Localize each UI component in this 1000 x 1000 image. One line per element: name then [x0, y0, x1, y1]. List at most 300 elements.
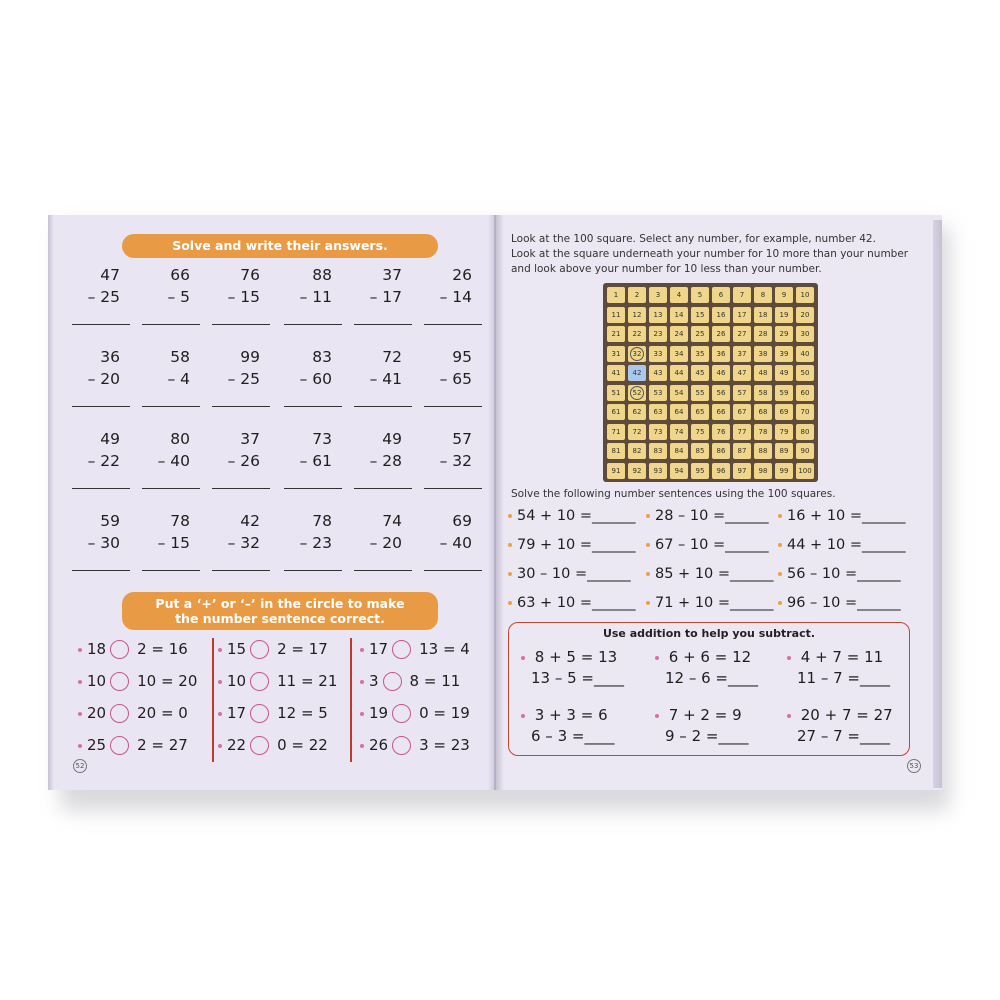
hundred-square-cell: 38 [754, 346, 772, 362]
intro-line: Look at the square underneath your number for 10 more than your number [511, 248, 909, 260]
hundred-square-cell: 68 [754, 404, 772, 420]
hundred-square-cell: 47 [733, 365, 751, 381]
hundred-square-cell: 81 [607, 443, 625, 459]
subtrahend: – 61 [299, 452, 332, 470]
minuend: 49 [382, 430, 402, 448]
bullet-icon [646, 543, 650, 547]
subtraction-problem [354, 512, 412, 571]
operator-circle[interactable] [250, 672, 269, 691]
bullet-icon [78, 680, 82, 684]
subtrahend: – 14 [439, 288, 472, 306]
hundred-square-cell: 71 [607, 424, 625, 440]
sentence-rest: 2 = 27 [137, 736, 188, 754]
hundred-square-cell: 63 [649, 404, 667, 420]
subtraction-problem [142, 348, 200, 407]
hundred-square-cell: 97 [733, 463, 751, 479]
hundred-square-cell: 13 [649, 307, 667, 323]
subtraction-problem [72, 348, 130, 407]
hundred-square-cell: 87 [733, 443, 751, 459]
hundred-square-cell: 70 [796, 404, 814, 420]
minuend: 95 [452, 348, 472, 366]
addition-pair [521, 705, 614, 747]
subtrahend: – 4 [167, 370, 190, 388]
sentence-rest: 3 = 23 [419, 736, 470, 754]
subtraction-problem [424, 266, 482, 325]
hundred-square-cell: 96 [712, 463, 730, 479]
subtrahend: – 26 [227, 452, 260, 470]
hundred-square-cell: 9 [775, 287, 793, 303]
hundred-square-cell: 2 [628, 287, 646, 303]
hundred-square-cell: 34 [670, 346, 688, 362]
answer-line[interactable] [354, 324, 412, 325]
subtrahend: – 17 [369, 288, 402, 306]
hundred-square-cell: 60 [796, 385, 814, 401]
sentence-rest: 12 = 5 [277, 704, 328, 722]
hundred-square-cell: 28 [754, 326, 772, 342]
bullet-icon [78, 744, 82, 748]
sentence-text: 63 + 10 =______ [517, 595, 636, 611]
sentence-text: 79 + 10 =______ [517, 537, 636, 553]
operator-circle[interactable] [110, 736, 129, 755]
subtraction-problem [354, 266, 412, 325]
first-number: 10 [227, 672, 247, 690]
number-sentence[interactable] [646, 566, 774, 582]
hundred-square-cell: 36 [712, 346, 730, 362]
minuend: 58 [170, 348, 190, 366]
hundred-square-cell: 50 [796, 365, 814, 381]
hundred-square-cell: 85 [691, 443, 709, 459]
number-sentence[interactable] [508, 566, 631, 582]
answer-line[interactable] [142, 488, 200, 489]
answer-line[interactable] [424, 406, 482, 407]
number-sentence[interactable] [646, 537, 769, 553]
answer-line[interactable] [212, 406, 270, 407]
answer-line[interactable] [284, 324, 342, 325]
intro-line: and look above your number for 10 less than your number. [511, 263, 822, 275]
sentence-text: 71 + 10 =______ [655, 595, 774, 611]
minuend: 99 [240, 348, 260, 366]
first-number: 26 [369, 736, 389, 754]
hundred-square-cell: 10 [796, 287, 814, 303]
sentence-rest: 11 = 21 [277, 672, 338, 690]
operator-circle[interactable] [110, 640, 129, 659]
subtrahend: – 23 [299, 534, 332, 552]
subtrahend: – 32 [439, 452, 472, 470]
number-sentence[interactable] [646, 508, 769, 524]
minuend: 36 [100, 348, 120, 366]
minuend: 26 [452, 266, 472, 284]
subtraction-problem [142, 266, 200, 325]
subtraction-problem [354, 430, 412, 489]
minuend: 37 [382, 266, 402, 284]
bullet-icon [778, 543, 782, 547]
hundred-square-cell: 17 [733, 307, 751, 323]
hundred-square-cell: 37 [733, 346, 751, 362]
hundred-square-cell: 24 [670, 326, 688, 342]
answer-line[interactable] [212, 570, 270, 571]
answer-line[interactable] [424, 324, 482, 325]
number-sentence[interactable] [778, 537, 906, 553]
bullet-icon [646, 572, 650, 576]
number-sentence[interactable] [508, 537, 636, 553]
hundred-square-cell: 62 [628, 404, 646, 420]
bullet-icon [78, 648, 82, 652]
circle-banner [122, 592, 438, 630]
minuend: 59 [100, 512, 120, 530]
answer-line[interactable] [142, 570, 200, 571]
hundred-square-cell: 99 [775, 463, 793, 479]
minuend: 88 [312, 266, 332, 284]
number-sentence[interactable] [778, 508, 906, 524]
book-gutter [488, 215, 504, 790]
minuend: 47 [100, 266, 120, 284]
answer-line[interactable] [354, 570, 412, 571]
minuend: 83 [312, 348, 332, 366]
hundred-square-cell: 65 [691, 404, 709, 420]
answer-line[interactable] [354, 406, 412, 407]
hundred-square-cell: 18 [754, 307, 772, 323]
answer-line[interactable] [142, 324, 200, 325]
minuend: 49 [100, 430, 120, 448]
hundred-square-cell: 8 [754, 287, 772, 303]
minuend: 73 [312, 430, 332, 448]
addition-pair [787, 647, 890, 689]
hundred-square-cell: 6 [712, 287, 730, 303]
subtraction-problem [142, 430, 200, 489]
hundred-square-cell: 61 [607, 404, 625, 420]
hundred-square-cell: 11 [607, 307, 625, 323]
hundred-square-cell: 92 [628, 463, 646, 479]
circle-sentence [78, 704, 188, 723]
addition-pair [655, 705, 748, 747]
subtrahend: – 15 [227, 288, 260, 306]
operator-circle[interactable] [392, 736, 411, 755]
bullet-icon [646, 514, 650, 518]
bullet-icon [360, 680, 364, 684]
hundred-square-cell: 91 [607, 463, 625, 479]
addition-fact-text: 20 + 7 = 27 [796, 706, 893, 724]
hundred-square-cell: 76 [712, 424, 730, 440]
subtrahend: – 40 [157, 452, 190, 470]
hundred-square-cell: 79 [775, 424, 793, 440]
answer-line[interactable] [284, 570, 342, 571]
minuend: 78 [170, 512, 190, 530]
hundred-square-cell: 43 [649, 365, 667, 381]
addition-pair [787, 705, 893, 747]
bullet-icon [508, 572, 512, 576]
hundred-square-cell: 98 [754, 463, 772, 479]
number-sentence[interactable] [646, 595, 774, 611]
circle-sentence [218, 736, 328, 755]
answer-line[interactable] [212, 488, 270, 489]
addition-fact-text: 7 + 2 = 9 [664, 706, 742, 724]
bullet-icon [78, 712, 82, 716]
hundred-square-cell: 78 [754, 424, 772, 440]
bullet-icon [521, 656, 525, 660]
subtraction-fact[interactable]: 9 – 2 =____ [665, 727, 749, 745]
addition-fact [521, 705, 614, 726]
number-sentence[interactable] [508, 595, 636, 611]
minuend: 78 [312, 512, 332, 530]
hundred-square-cell: 53 [649, 385, 667, 401]
bullet-icon [521, 714, 525, 718]
bullet-icon [218, 744, 222, 748]
subtraction-problem [72, 266, 130, 325]
bullet-icon [360, 712, 364, 716]
operator-circle[interactable] [392, 640, 411, 659]
bullet-icon [360, 648, 364, 652]
hundred-square-cell: 75 [691, 424, 709, 440]
addition-fact [787, 647, 890, 668]
subtrahend: – 65 [439, 370, 472, 388]
first-number: 25 [87, 736, 107, 754]
subtraction-fact[interactable]: 11 – 7 =____ [797, 669, 891, 687]
subtraction-problem [72, 430, 130, 489]
solve-banner: Solve and write their answers. [122, 234, 438, 258]
operator-circle[interactable] [110, 672, 129, 691]
bullet-icon [218, 712, 222, 716]
number-sentence[interactable] [778, 566, 901, 582]
minuend: 74 [382, 512, 402, 530]
answer-line[interactable] [424, 570, 482, 571]
solve-instruction: Solve the following number sentences using the 100 squares. [511, 488, 836, 500]
bullet-icon [787, 656, 791, 660]
column-divider [350, 638, 352, 762]
number-sentence[interactable] [508, 508, 636, 524]
subtrahend: – 30 [87, 534, 120, 552]
sentence-text: 85 + 10 =______ [655, 566, 774, 582]
hundred-square-cell: 66 [712, 404, 730, 420]
minuend: 42 [240, 512, 260, 530]
subtraction-fact[interactable]: 12 – 6 =____ [665, 669, 759, 687]
hundred-square-cell: 14 [670, 307, 688, 323]
answer-line[interactable] [72, 488, 130, 489]
operator-circle[interactable] [110, 704, 129, 723]
circle-sentence [78, 672, 197, 691]
hundred-square-cell: 31 [607, 346, 625, 362]
hundred-square-cell: 21 [607, 326, 625, 342]
subtraction-problem [284, 430, 342, 489]
first-number: 18 [87, 640, 107, 658]
operator-circle[interactable] [392, 704, 411, 723]
hundred-square-cell: 88 [754, 443, 772, 459]
hundred-square-cell: 84 [670, 443, 688, 459]
circle-sentence [360, 704, 470, 723]
sentence-text: 44 + 10 =______ [787, 537, 906, 553]
subtrahend: – 11 [299, 288, 332, 306]
hundred-square-cell: 20 [796, 307, 814, 323]
circle-sentence [360, 640, 470, 659]
subtrahend: – 20 [369, 534, 402, 552]
bullet-icon [218, 680, 222, 684]
first-number: 10 [87, 672, 107, 690]
hundred-square-cell: 93 [649, 463, 667, 479]
hundred-square-cell: 35 [691, 346, 709, 362]
operator-circle[interactable] [383, 672, 402, 691]
hundred-square-cell: 56 [712, 385, 730, 401]
bullet-icon [778, 514, 782, 518]
addition-fact-text: 4 + 7 = 11 [796, 648, 884, 666]
subtraction-problem [284, 512, 342, 571]
circle-sentence [360, 672, 460, 691]
subtrahend: – 32 [227, 534, 260, 552]
hundred-square-cell: 83 [649, 443, 667, 459]
page-number-right: 53 [907, 759, 921, 773]
subtrahend: – 25 [87, 288, 120, 306]
first-number: 15 [227, 640, 247, 658]
subtraction-problem [72, 512, 130, 571]
hundred-square-cell: 74 [670, 424, 688, 440]
addition-fact-text: 8 + 5 = 13 [530, 648, 618, 666]
subtrahend: – 22 [87, 452, 120, 470]
first-number: 17 [227, 704, 247, 722]
hundred-square-cell: 45 [691, 365, 709, 381]
hundred-square-cell: 80 [796, 424, 814, 440]
subtraction-problem [212, 430, 270, 489]
addition-title: Use addition to help you subtract. [602, 627, 816, 640]
circle-sentence [218, 672, 337, 691]
hundred-square-cell: 77 [733, 424, 751, 440]
hundred-square-cell: 26 [712, 326, 730, 342]
number-sentence[interactable] [778, 595, 901, 611]
subtraction-problem [142, 512, 200, 571]
subtrahend: – 40 [439, 534, 472, 552]
hundred-square-cell: 58 [754, 385, 772, 401]
first-number: 20 [87, 704, 107, 722]
bullet-icon [508, 543, 512, 547]
bullet-icon [360, 744, 364, 748]
first-number: 17 [369, 640, 389, 658]
sentence-rest: 20 = 0 [137, 704, 188, 722]
subtraction-problem [212, 348, 270, 407]
subtrahend: – 20 [87, 370, 120, 388]
subtraction-problem [284, 348, 342, 407]
answer-line[interactable] [72, 406, 130, 407]
hundred-square-cell: 52 [628, 385, 646, 401]
bullet-icon [218, 648, 222, 652]
subtrahend: – 28 [369, 452, 402, 470]
hundred-square-cell: 86 [712, 443, 730, 459]
subtraction-fact[interactable]: 13 – 5 =____ [531, 669, 625, 687]
answer-line[interactable] [142, 406, 200, 407]
answer-line[interactable] [354, 488, 412, 489]
hundred-square-cell: 100 [796, 463, 814, 479]
addition-pair [655, 647, 758, 689]
first-number: 19 [369, 704, 389, 722]
hundred-square-cell: 3 [649, 287, 667, 303]
answer-line[interactable] [72, 324, 130, 325]
subtraction-fact[interactable]: 27 – 7 =____ [797, 727, 891, 745]
subtraction-problem [354, 348, 412, 407]
circle-sentence [218, 640, 328, 659]
hundred-square-cell: 27 [733, 326, 751, 342]
hundred-square-cell: 32 [628, 346, 646, 362]
bullet-icon [787, 714, 791, 718]
hundred-square-cell: 7 [733, 287, 751, 303]
hundred-square-cell: 44 [670, 365, 688, 381]
hundred-square-cell: 46 [712, 365, 730, 381]
answer-line[interactable] [284, 406, 342, 407]
hundred-square-cell: 15 [691, 307, 709, 323]
hundred-square-cell: 59 [775, 385, 793, 401]
hundred-square-cell: 90 [796, 443, 814, 459]
hundred-square-cell: 82 [628, 443, 646, 459]
sentence-text: 56 – 10 =______ [787, 566, 901, 582]
addition-fact [655, 647, 758, 668]
bullet-icon [655, 656, 659, 660]
sentence-text: 96 – 10 =______ [787, 595, 901, 611]
hundred-square-cell: 12 [628, 307, 646, 323]
hundred-square-cell: 16 [712, 307, 730, 323]
addition-fact-text: 3 + 3 = 6 [530, 706, 608, 724]
hundred-square-cell: 49 [775, 365, 793, 381]
minuend: 72 [382, 348, 402, 366]
hundred-square-cell: 94 [670, 463, 688, 479]
sentence-text: 30 – 10 =______ [517, 566, 631, 582]
subtraction-problem [424, 430, 482, 489]
sentence-text: 16 + 10 =______ [787, 508, 906, 524]
addition-fact [521, 647, 624, 668]
hundred-square-cell: 29 [775, 326, 793, 342]
hundred-square-cell: 57 [733, 385, 751, 401]
sentence-rest: 10 = 20 [137, 672, 198, 690]
hundred-square-cell: 54 [670, 385, 688, 401]
first-number: 3 [369, 672, 379, 690]
bullet-icon [508, 601, 512, 605]
hundred-square-cell: 95 [691, 463, 709, 479]
hundred-square-cell: 42 [628, 365, 646, 381]
sentence-rest: 0 = 19 [419, 704, 470, 722]
subtraction-problem [424, 348, 482, 407]
operator-circle[interactable] [250, 640, 269, 659]
hundred-square-cell: 69 [775, 404, 793, 420]
hundred-square-cell: 89 [775, 443, 793, 459]
operator-circle[interactable] [250, 736, 269, 755]
hundred-square-cell: 22 [628, 326, 646, 342]
sentence-rest: 2 = 17 [277, 640, 328, 658]
subtraction-problem [212, 266, 270, 325]
hundred-square-cell: 72 [628, 424, 646, 440]
hundred-square-cell: 51 [607, 385, 625, 401]
subtrahend: – 15 [157, 534, 190, 552]
operator-circle[interactable] [250, 704, 269, 723]
answer-line[interactable] [72, 570, 130, 571]
hundred-square-cell: 67 [733, 404, 751, 420]
hundred-square-cell: 23 [649, 326, 667, 342]
circle-banner-line1: Put a ‘+’ or ‘–’ in the circle to make [155, 596, 405, 611]
circle-sentence [78, 736, 188, 755]
intro-text [511, 232, 931, 277]
hundred-square-cell: 25 [691, 326, 709, 342]
subtrahend: – 41 [369, 370, 402, 388]
bullet-icon [655, 714, 659, 718]
subtraction-fact[interactable]: 6 – 3 =____ [531, 727, 615, 745]
hundred-square-cell: 41 [607, 365, 625, 381]
addition-fact-text: 6 + 6 = 12 [664, 648, 752, 666]
bullet-icon [778, 572, 782, 576]
sentence-rest: 8 = 11 [409, 672, 461, 690]
answer-line[interactable] [424, 488, 482, 489]
hundred-square-cell: 19 [775, 307, 793, 323]
minuend: 37 [240, 430, 260, 448]
answer-line[interactable] [284, 488, 342, 489]
answer-line[interactable] [212, 324, 270, 325]
hundred-square-cell: 30 [796, 326, 814, 342]
hundred-square-cell: 73 [649, 424, 667, 440]
minuend: 76 [240, 266, 260, 284]
circle-sentence [360, 736, 470, 755]
minuend: 66 [170, 266, 190, 284]
